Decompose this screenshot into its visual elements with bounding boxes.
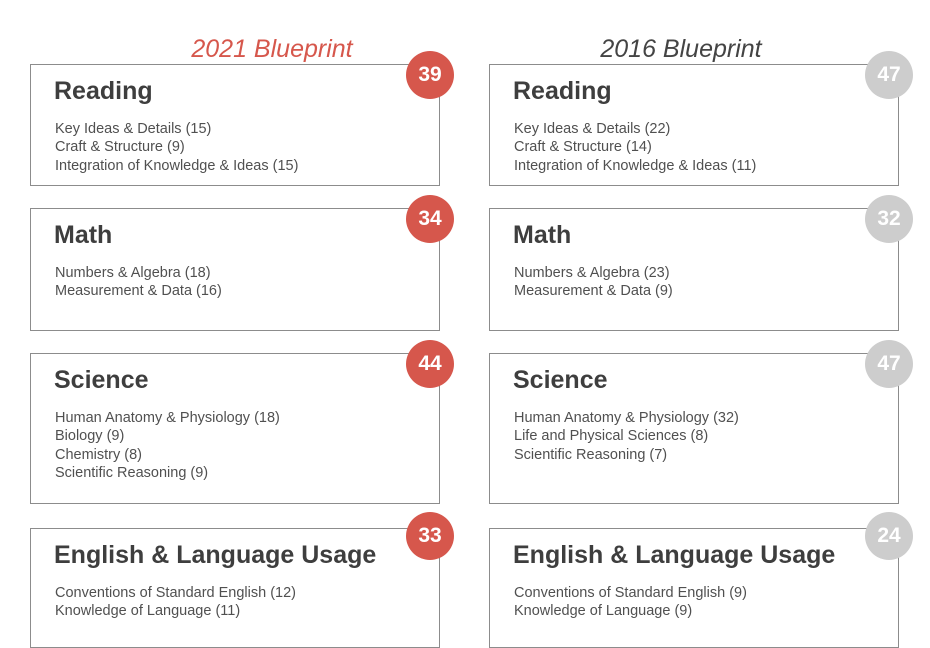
section-title: Math: [513, 221, 572, 249]
count-badge: 32: [865, 195, 913, 243]
title-2016-blueprint: 2016 Blueprint: [600, 34, 762, 63]
list-item: Numbers & Algebra (23): [514, 265, 670, 281]
item-list: [55, 120, 298, 175]
list-item: Knowledge of Language (11): [55, 603, 241, 620]
count-badge: 34: [406, 195, 454, 243]
section-title: English & Language Usage: [54, 541, 377, 569]
list-item: Knowledge of Language (9): [514, 603, 693, 620]
item-list: [514, 264, 673, 301]
count-badge: 39: [406, 51, 454, 99]
list-item: Measurement & Data (16): [55, 283, 222, 300]
card-2016-reading: [489, 64, 899, 186]
list-item: Chemistry (8): [55, 446, 143, 463]
count-badge: 24: [865, 512, 913, 560]
card-2021-math: [30, 208, 440, 331]
list-item: Key Ideas & Details (22): [514, 121, 671, 137]
count-badge: 47: [865, 340, 913, 388]
list-item: Conventions of Standard English (9): [514, 585, 747, 601]
card-2021-english-language-usage: [30, 528, 440, 648]
item-list: [514, 409, 739, 464]
count-badge: 47: [865, 51, 913, 99]
section-title: Science: [54, 366, 149, 394]
item-list: [55, 264, 222, 301]
list-item: Craft & Structure (9): [55, 139, 185, 156]
item-list: [514, 584, 747, 621]
list-item: Integration of Knowledge & Ideas (15): [55, 157, 299, 174]
count-badge: 33: [406, 512, 454, 560]
section-title: English & Language Usage: [513, 541, 836, 569]
list-item: Life and Physical Sciences (8): [514, 428, 709, 445]
section-title: Reading: [54, 77, 153, 105]
item-list: [55, 584, 296, 621]
list-item: Numbers & Algebra (18): [55, 265, 211, 281]
item-list: [55, 409, 280, 482]
list-item: Scientific Reasoning (7): [514, 446, 668, 463]
count-badge: 44: [406, 340, 454, 388]
card-2021-science: [30, 353, 440, 504]
list-item: Conventions of Standard English (12): [55, 585, 297, 601]
list-item: Key Ideas & Details (15): [55, 121, 212, 137]
title-2021-blueprint: 2021 Blueprint: [191, 34, 353, 63]
section-title: Math: [54, 221, 113, 249]
card-2016-math: [489, 208, 899, 331]
list-item: Scientific Reasoning (9): [55, 464, 209, 481]
list-item: Biology (9): [55, 428, 125, 445]
list-item: Integration of Knowledge & Ideas (11): [514, 157, 757, 174]
section-title: Science: [513, 366, 608, 394]
section-title: Reading: [513, 77, 612, 105]
card-2016-science: [489, 353, 899, 504]
list-item: Human Anatomy & Physiology (32): [514, 410, 739, 426]
item-list: [514, 120, 756, 175]
card-2021-reading: [30, 64, 440, 186]
card-2016-english-language-usage: [489, 528, 899, 648]
list-item: Craft & Structure (14): [514, 139, 652, 156]
list-item: Human Anatomy & Physiology (18): [55, 410, 280, 426]
list-item: Measurement & Data (9): [514, 283, 673, 300]
